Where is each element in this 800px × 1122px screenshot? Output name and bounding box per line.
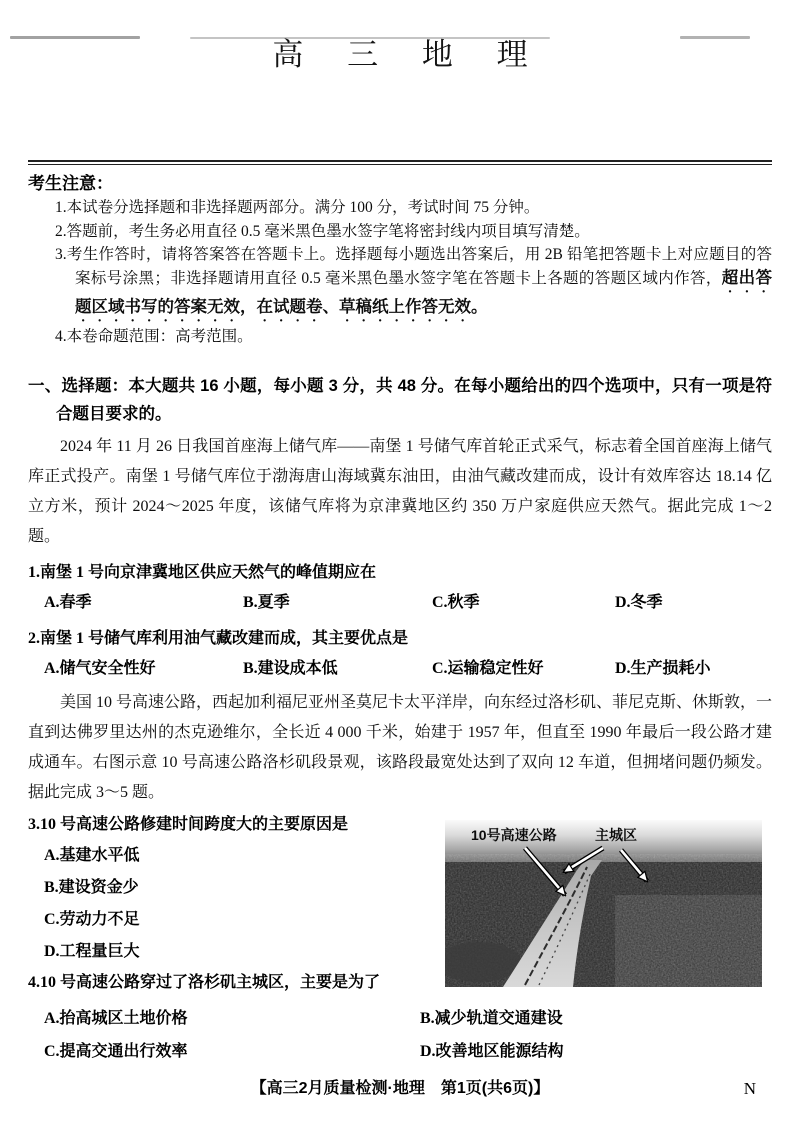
q1-option-c: C.秋季 bbox=[432, 594, 480, 611]
q1-option-b: B.夏季 bbox=[243, 594, 290, 611]
question-2-options bbox=[28, 656, 772, 682]
notice-item-4: 4.本卷命题范围：高考范围。 bbox=[55, 327, 253, 345]
highway-aerial-photo-svg bbox=[445, 820, 762, 987]
figure-label-city: 主城区 bbox=[595, 827, 637, 843]
question-4-stem: 4.10 号高速公路穿过了洛杉矶主城区，主要是为了 bbox=[28, 974, 381, 991]
page-title: 高 三 地 理 bbox=[272, 37, 546, 72]
notice-item-3-text: 3.考生作答时，请将答案答在答题卡上。选择题每小题选出答案后，用 2B 铅笔把答题卡上对应题目的答案标号涂黑；非选择题请用直径 0.5 毫米黑色墨水签字笔在答题卡上各题的答题区域内作答， bbox=[55, 246, 772, 287]
q4-option-b: B.减少轨道交通建设 bbox=[420, 1010, 563, 1027]
header-divider bbox=[28, 160, 772, 165]
section-1-heading: 一、选择题：本大题共 16 小题，每小题 3 分，共 48 分。在每小题给出的四个选项中，只有一项是符合题目要求的。 bbox=[28, 377, 772, 423]
figure-label-highway: 10号高速公路 bbox=[471, 827, 557, 843]
q2-option-d: D.生产损耗小 bbox=[615, 660, 711, 677]
question-2-stem: 2.南堡 1 号储气库利用油气藏改建而成，其主要优点是 bbox=[28, 630, 409, 647]
q1-option-d: D.冬季 bbox=[615, 594, 663, 611]
q1-option-a: A.春季 bbox=[44, 594, 92, 611]
q3-option-b: B.建设资金少 bbox=[44, 879, 139, 896]
q2-option-c: C.运输稳定性好 bbox=[432, 660, 544, 677]
notice-item-3 bbox=[28, 243, 772, 325]
question-4-options bbox=[28, 1006, 772, 1065]
footer-text: 【高三2月质量检测·地理 第1页(共6页)】 bbox=[250, 1080, 550, 1097]
footer-corner-mark: N bbox=[743, 1079, 756, 1098]
passage-gas-storage: 2024 年 11 月 26 日我国首座海上储气库——南堡 1 号储气库首轮正式采气，标志着全国首座海上储气库正式投产。南堡 1 号储气库位于渤海唐山海域冀东油田，由油气藏改建而成，设计有效库容达 18.14 亿立方米，预计 2024～2025 年度，该储气库将为京津冀地区约 350 万户家庭供应天然气。据此完成 1～2 题。 bbox=[28, 438, 772, 545]
highway-aerial-photo bbox=[445, 820, 762, 987]
q2-option-a: A.储气安全性好 bbox=[44, 660, 156, 677]
q3-option-d: D.工程量巨大 bbox=[44, 943, 140, 960]
q2-option-b: B.建设成本低 bbox=[243, 660, 338, 677]
notice-item-2: 2.答题前，考生务必用直径 0.5 毫米黑色墨水签字笔将密封线内项目填写清楚。 bbox=[55, 222, 590, 240]
passage-highway: 美国 10 号高速公路，西起加利福尼亚州圣莫尼卡太平洋岸，向东经过洛杉矶、菲尼克斯、休斯敦，一直到达佛罗里达州的杰克逊维尔，全长近 4 000 千米，始建于 1957 年，但直至 1990 年最后一段公路才建成通车。右图示意 10 号高速公路洛杉矶段景观，该路段最宽处达到了双向 12 车道，但拥堵问题仍频发。据此完成 3～5 题。 bbox=[28, 694, 773, 801]
notice-item-3-emphasis: 超出答题区域书写的答案无效，在试题卷、草稿纸上作答无效。 bbox=[75, 268, 772, 316]
photo-texture-right bbox=[615, 895, 762, 987]
notice-heading: 考生注意： bbox=[28, 174, 113, 193]
q4-option-c: C.提高交通出行效率 bbox=[44, 1043, 188, 1060]
question-1-options bbox=[28, 590, 772, 616]
notice-item-1: 1.本试卷分选择题和非选择题两部分。满分 100 分，考试时间 75 分钟。 bbox=[55, 199, 540, 216]
question-1-stem: 1.南堡 1 号向京津冀地区供应天然气的峰值期应在 bbox=[28, 564, 377, 581]
q4-option-a: A.抬高城区土地价格 bbox=[44, 1010, 188, 1027]
q3-option-a: A.基建水平低 bbox=[44, 847, 140, 864]
page-footer bbox=[28, 1077, 772, 1101]
exam-page bbox=[0, 34, 800, 1101]
question-3-stem: 3.10 号高速公路修建时间跨度大的主要原因是 bbox=[28, 816, 349, 833]
q4-option-d: D.改善地区能源结构 bbox=[420, 1043, 564, 1060]
q3-option-c: C.劳动力不足 bbox=[44, 911, 140, 928]
